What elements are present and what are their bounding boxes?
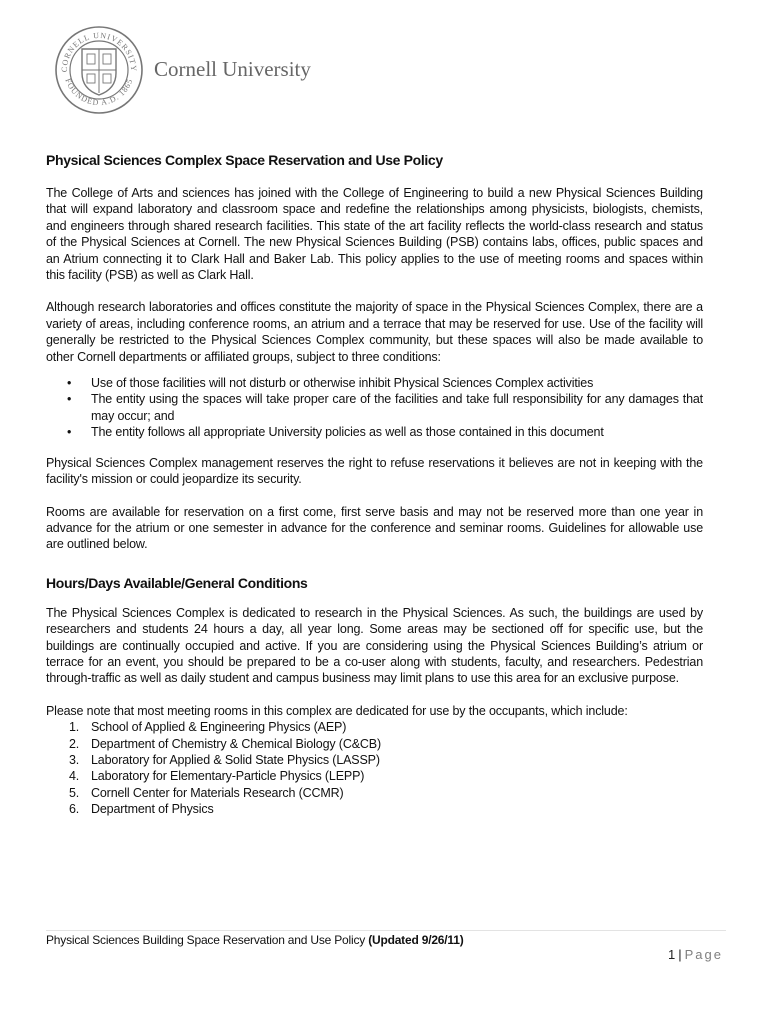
occupants-intro: Please note that most meeting rooms in this complex are dedicated for use by the occupants, which include: xyxy=(46,703,628,718)
list-item: • The entity using the spaces will take proper care of the facilities and take full responsibility for any damages that may occur; and xyxy=(67,392,703,423)
page-separator: | xyxy=(678,947,682,962)
cornell-seal-logo xyxy=(54,25,144,115)
management-paragraph: Physical Sciences Complex management reserves the right to refuse reservations it believes are not in keeping with the facility's mission or could jeopardize its security. xyxy=(46,455,703,487)
page-label: Page xyxy=(684,947,723,962)
university-wordmark: Cornell University xyxy=(154,57,311,81)
page-footer xyxy=(46,930,726,947)
list-item: 1. School of Applied & Engineering Physics (AEP) xyxy=(69,720,347,735)
bullet-icon: • xyxy=(67,376,72,391)
list-item: 6. Department of Physics xyxy=(69,802,214,817)
usage-paragraph: Although research laboratories and offices constitute the majority of space in the Physical Sciences Complex, there are a variety of areas, including conference rooms, an atrium and a terrace that may be reserved for use. Use of the facility will generally be restricted to the Physical Sciences Complex community, but these spaces will also be made available to other Cornell departments or affiliated groups, subject to three conditions: xyxy=(46,300,703,364)
occupants-list xyxy=(46,719,703,817)
conditions-list xyxy=(46,375,703,441)
footer-text: Physical Sciences Building Space Reservation and Use Policy xyxy=(46,933,369,947)
document-title: Physical Sciences Complex Space Reservation and Use Policy xyxy=(46,152,443,168)
list-item: 4. Laboratory for Elementary-Particle Physics (LEPP) xyxy=(69,769,365,784)
bullet-icon: • xyxy=(67,425,72,440)
document-body xyxy=(46,152,703,818)
list-item: 3. Laboratory for Applied & Solid State Physics (LASSP) xyxy=(69,752,380,767)
list-item: 2. Department of Chemistry & Chemical Biology (C&CB) xyxy=(69,736,381,751)
list-item: • The entity follows all appropriate University policies as well as those contained in this document xyxy=(67,425,604,440)
bullet-icon: • xyxy=(67,392,72,407)
svg-text:CORNELL UNIVERSITY: CORNELL UNIVERSITY xyxy=(59,30,139,73)
list-item: 5. Cornell Center for Materials Research (CCMR) xyxy=(69,785,344,800)
page-number-value: 1 xyxy=(668,947,676,962)
section-heading-hours: Hours/Days Available/General Conditions xyxy=(46,574,308,591)
list-item: • Use of those facilities will not disturb or otherwise inhibit Physical Sciences Complex activities xyxy=(67,376,594,391)
hours-paragraph: The Physical Sciences Complex is dedicated to research in the Physical Sciences. As such, the buildings are used by researchers and students 24 hours a day, all year long. Some areas may be sectioned off for specific use, but the buildings are continually occupied and active. If you are considering using the Physical Sciences Building’s atrium or terrace for an event, you should be prepared to be a co-user along with students, faculty, and researchers. Pedestrian through-traffic as well as daily student and campus business may limit plans to use this area for an exclusive purpose. xyxy=(46,605,703,686)
rooms-paragraph: Rooms are available for reservation on a first come, first serve basis and may not be reserved more than one year in advance for the atrium or one semester in advance for the conference and seminar rooms. Guidelines for allowable use are outlined below. xyxy=(46,504,703,552)
svg-text:FOUNDED A.D. 1865: FOUNDED A.D. 1865 xyxy=(63,77,135,108)
footer-updated-date: (Updated 9/26/11) xyxy=(368,933,464,947)
intro-paragraph: The College of Arts and sciences has joined with the College of Engineering to build a new Physical Sciences Building that will expand laboratory and classroom space and redefine the relationships among physicists, biologists, chemists, and engineers through shared research facilities. This state of the art facility reflects the world-class research and status of the Physical Sciences at Cornell. The new Physical Sciences Building (PSB) contains labs, offices, public spaces and an Atrium connecting it to Clark Hall and Baker Lab. This policy applies to the use of meeting rooms and spaces within this facility (PSB) as well as Clark Hall. xyxy=(46,186,703,283)
page-number xyxy=(668,947,723,962)
